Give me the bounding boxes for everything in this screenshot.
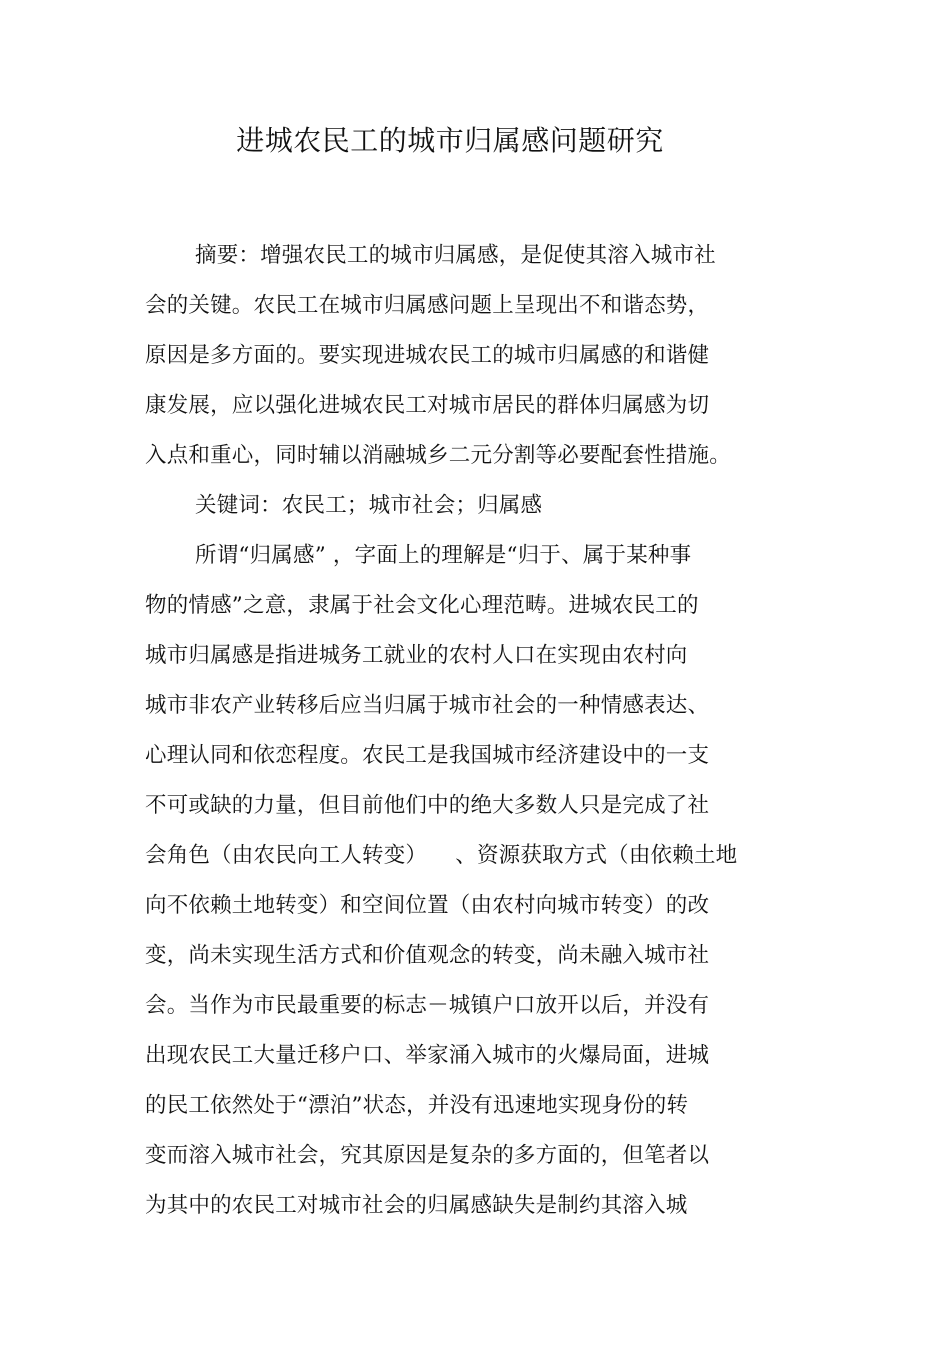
abstract-line-4: 康发展，应以强化进城农民工对城市居民的群体归属感为切 xyxy=(145,393,710,418)
abstract-line-1: 摘要：增强农民工的城市归属感，是促使其溶入城市社 xyxy=(195,243,716,268)
document-title: 进城农民工的城市归属感问题研究 xyxy=(236,124,664,157)
body-line-14: 为其中的农民工对城市社会的归属感缺失是制约其溶入城 xyxy=(145,1193,688,1218)
body-line-1: 所谓“归属感” ，字面上的理解是“归于、属于某种事 xyxy=(195,543,692,568)
body-line-11: 出现农民工大量迁移户口、举家涌入城市的火爆局面，进城 xyxy=(145,1043,710,1068)
body-line-10: 会。当作为市民最重要的标志－城镇户口放开以后，并没有 xyxy=(145,993,710,1018)
keywords-line: 关键词：农民工；城市社会；归属感 xyxy=(195,493,543,518)
abstract-line-3: 原因是多方面的。要实现进城农民工的城市归属感的和谐健 xyxy=(145,343,710,368)
body-line-4: 城市非农产业转移后应当归属于城市社会的一种情感表达、 xyxy=(145,693,710,718)
abstract-line-2: 会的关键。农民工在城市归属感问题上呈现出不和谐态势， xyxy=(145,293,710,318)
body-line-7: 会角色（由农民向工人转变） 、资源获取方式（由依赖土地 xyxy=(145,843,738,868)
body-line-8: 向不依赖土地转变）和空间位置（由农村向城市转变）的改 xyxy=(145,893,710,918)
body-line-3: 城市归属感是指进城务工就业的农村人口在实现由农村向 xyxy=(145,643,688,668)
body-line-5: 心理认同和依恋程度。农民工是我国城市经济建设中的一支 xyxy=(145,743,710,768)
body-line-2: 物的情感”之意，隶属于社会文化心理范畴。进城农民工的 xyxy=(145,593,699,618)
body-line-9: 变，尚未实现生活方式和价值观念的转变，尚未融入城市社 xyxy=(145,943,710,968)
body-line-12: 的民工依然处于“漂泊”状态，并没有迅速地实现身份的转 xyxy=(145,1093,689,1118)
body-line-13: 变而溶入城市社会，究其原因是复杂的多方面的，但笔者以 xyxy=(145,1143,710,1168)
body-line-6: 不可或缺的力量，但目前他们中的绝大多数人只是完成了社 xyxy=(145,793,710,818)
abstract-line-5: 入点和重心，同时辅以消融城乡二元分割等必要配套性措施。 xyxy=(145,443,731,468)
